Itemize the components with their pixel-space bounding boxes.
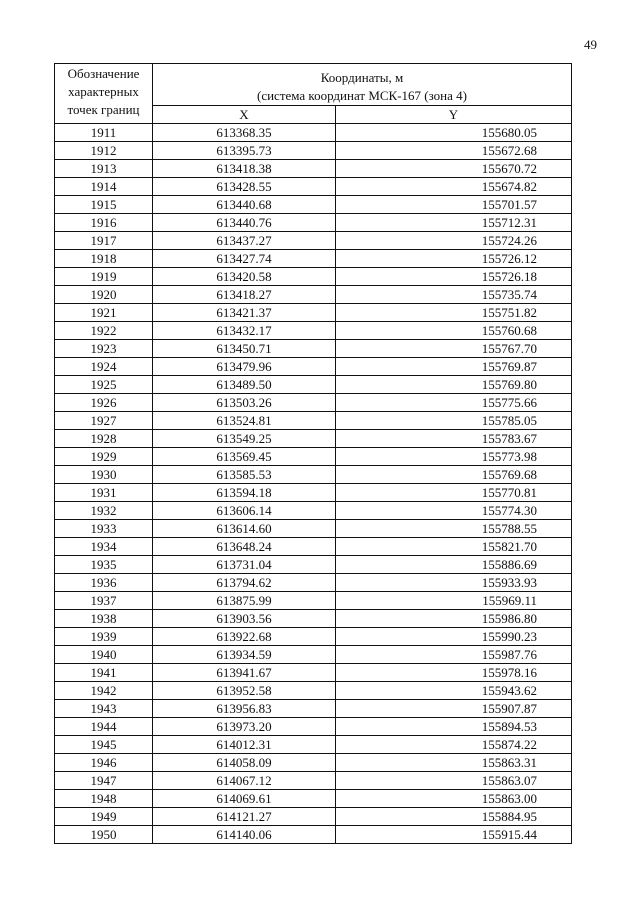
- y-coordinate-cell: 155933.93: [336, 574, 572, 592]
- table-row: [55, 268, 572, 286]
- y-coordinate-cell: 155735.74: [336, 286, 572, 304]
- table-row: [55, 718, 572, 736]
- x-coordinate-cell: 613503.26: [153, 394, 336, 412]
- y-coordinate-cell: 155770.81: [336, 484, 572, 502]
- x-coordinate-cell: 613614.60: [153, 520, 336, 538]
- table-row: [55, 160, 572, 178]
- point-id-cell: 1944: [55, 718, 153, 736]
- coordinates-table: [54, 63, 572, 844]
- x-coordinate-cell: 613450.71: [153, 340, 336, 358]
- y-coordinate-cell: 155886.69: [336, 556, 572, 574]
- table-row: [55, 754, 572, 772]
- y-coordinate-cell: 155821.70: [336, 538, 572, 556]
- x-coordinate-cell: 613427.74: [153, 250, 336, 268]
- y-coordinate-cell: 155788.55: [336, 520, 572, 538]
- y-coordinate-cell: 155884.95: [336, 808, 572, 826]
- table-header-row: [55, 64, 572, 106]
- table-row: [55, 574, 572, 592]
- x-coordinate-cell: 613569.45: [153, 448, 336, 466]
- point-id-cell: 1943: [55, 700, 153, 718]
- y-coordinate-cell: 155769.68: [336, 466, 572, 484]
- x-coordinate-cell: 613731.04: [153, 556, 336, 574]
- y-coordinate-cell: 155907.87: [336, 700, 572, 718]
- table-row: [55, 628, 572, 646]
- x-coordinate-cell: 613648.24: [153, 538, 336, 556]
- y-coordinate-cell: 155783.67: [336, 430, 572, 448]
- table-row: [55, 178, 572, 196]
- x-coordinate-cell: 614121.27: [153, 808, 336, 826]
- point-id-cell: 1935: [55, 556, 153, 574]
- y-coordinate-cell: 155987.76: [336, 646, 572, 664]
- table-row: [55, 124, 572, 142]
- table-row: [55, 448, 572, 466]
- x-coordinate-cell: 613594.18: [153, 484, 336, 502]
- point-id-cell: 1926: [55, 394, 153, 412]
- x-coordinate-cell: 613973.20: [153, 718, 336, 736]
- coordinates-header: [153, 64, 572, 106]
- y-column-header: Y: [336, 106, 572, 124]
- table-row: [55, 826, 572, 844]
- point-id-cell: 1939: [55, 628, 153, 646]
- point-id-cell: 1938: [55, 610, 153, 628]
- page-number: 49: [584, 37, 597, 52]
- x-coordinate-cell: 613368.35: [153, 124, 336, 142]
- point-id-cell: 1915: [55, 196, 153, 214]
- table-row: [55, 286, 572, 304]
- x-coordinate-cell: 613524.81: [153, 412, 336, 430]
- table-row: [55, 700, 572, 718]
- y-coordinate-cell: 155680.05: [336, 124, 572, 142]
- x-coordinate-cell: 613440.68: [153, 196, 336, 214]
- point-id-cell: 1936: [55, 574, 153, 592]
- x-coordinate-cell: 613421.37: [153, 304, 336, 322]
- x-coordinate-cell: 613479.96: [153, 358, 336, 376]
- x-coordinate-cell: 613934.59: [153, 646, 336, 664]
- y-coordinate-cell: 155774.30: [336, 502, 572, 520]
- y-coordinate-cell: 155894.53: [336, 718, 572, 736]
- point-id-cell: 1941: [55, 664, 153, 682]
- point-id-cell: 1918: [55, 250, 153, 268]
- coordinate-system: (система координат МСК-167 (зона 4): [257, 88, 467, 103]
- point-label-header: [55, 64, 153, 124]
- x-coordinate-cell: 613952.58: [153, 682, 336, 700]
- x-column-header: X: [153, 106, 336, 124]
- y-coordinate-cell: 155769.87: [336, 358, 572, 376]
- table-row: [55, 538, 572, 556]
- point-label-line: Обозначение: [67, 66, 140, 81]
- point-id-cell: 1912: [55, 142, 153, 160]
- table-row: [55, 250, 572, 268]
- point-id-cell: 1916: [55, 214, 153, 232]
- table-body: [55, 124, 572, 844]
- point-id-cell: 1950: [55, 826, 153, 844]
- point-id-cell: 1933: [55, 520, 153, 538]
- x-coordinate-cell: 613418.38: [153, 160, 336, 178]
- table-row: [55, 502, 572, 520]
- y-coordinate-cell: 155863.00: [336, 790, 572, 808]
- point-id-cell: 1923: [55, 340, 153, 358]
- table-row: [55, 232, 572, 250]
- point-id-cell: 1922: [55, 322, 153, 340]
- x-coordinate-cell: 613606.14: [153, 502, 336, 520]
- x-coordinate-cell: 613489.50: [153, 376, 336, 394]
- x-coordinate-cell: 614058.09: [153, 754, 336, 772]
- y-coordinate-cell: 155943.62: [336, 682, 572, 700]
- y-coordinate-cell: 155672.68: [336, 142, 572, 160]
- table-row: [55, 304, 572, 322]
- y-coordinate-cell: 155767.70: [336, 340, 572, 358]
- x-coordinate-cell: 613875.99: [153, 592, 336, 610]
- y-coordinate-cell: 155670.72: [336, 160, 572, 178]
- point-id-cell: 1920: [55, 286, 153, 304]
- point-id-cell: 1913: [55, 160, 153, 178]
- y-coordinate-cell: 155785.05: [336, 412, 572, 430]
- y-coordinate-cell: 155726.18: [336, 268, 572, 286]
- table-row: [55, 214, 572, 232]
- y-coordinate-cell: 155701.57: [336, 196, 572, 214]
- table-row: [55, 772, 572, 790]
- y-coordinate-cell: 155773.98: [336, 448, 572, 466]
- y-coordinate-cell: 155986.80: [336, 610, 572, 628]
- y-coordinate-cell: 155990.23: [336, 628, 572, 646]
- x-coordinate-cell: 613585.53: [153, 466, 336, 484]
- x-coordinate-cell: 614067.12: [153, 772, 336, 790]
- x-coordinate-cell: 613903.56: [153, 610, 336, 628]
- table-row: [55, 646, 572, 664]
- x-coordinate-cell: 613418.27: [153, 286, 336, 304]
- point-id-cell: 1921: [55, 304, 153, 322]
- x-coordinate-cell: 613420.58: [153, 268, 336, 286]
- y-coordinate-cell: 155674.82: [336, 178, 572, 196]
- x-coordinate-cell: 613922.68: [153, 628, 336, 646]
- x-coordinate-cell: 614012.31: [153, 736, 336, 754]
- x-coordinate-cell: 613437.27: [153, 232, 336, 250]
- x-coordinate-cell: 613395.73: [153, 142, 336, 160]
- x-coordinate-cell: 613956.83: [153, 700, 336, 718]
- table-row: [55, 196, 572, 214]
- table-row: [55, 736, 572, 754]
- table-row: [55, 358, 572, 376]
- x-coordinate-cell: 613941.67: [153, 664, 336, 682]
- table-row: [55, 376, 572, 394]
- point-id-cell: 1940: [55, 646, 153, 664]
- point-id-cell: 1917: [55, 232, 153, 250]
- point-label-line: точек границ: [67, 102, 140, 117]
- point-id-cell: 1930: [55, 466, 153, 484]
- table-row: [55, 430, 572, 448]
- y-coordinate-cell: 155863.31: [336, 754, 572, 772]
- x-coordinate-cell: 613428.55: [153, 178, 336, 196]
- point-label-line: характерных: [68, 84, 139, 99]
- point-id-cell: 1934: [55, 538, 153, 556]
- table-row: [55, 484, 572, 502]
- point-id-cell: 1946: [55, 754, 153, 772]
- point-id-cell: 1942: [55, 682, 153, 700]
- y-coordinate-cell: 155969.11: [336, 592, 572, 610]
- point-id-cell: 1929: [55, 448, 153, 466]
- table-row: [55, 610, 572, 628]
- table-row: [55, 340, 572, 358]
- y-coordinate-cell: 155751.82: [336, 304, 572, 322]
- point-id-cell: 1928: [55, 430, 153, 448]
- table-row: [55, 682, 572, 700]
- table-row: [55, 808, 572, 826]
- table-row: [55, 556, 572, 574]
- x-coordinate-cell: 613440.76: [153, 214, 336, 232]
- table-row: [55, 790, 572, 808]
- table-row: [55, 520, 572, 538]
- y-coordinate-cell: 155726.12: [336, 250, 572, 268]
- x-coordinate-cell: 614140.06: [153, 826, 336, 844]
- table-row: [55, 466, 572, 484]
- point-id-cell: 1945: [55, 736, 153, 754]
- table-row: [55, 592, 572, 610]
- table-row: [55, 322, 572, 340]
- point-id-cell: 1919: [55, 268, 153, 286]
- y-coordinate-cell: 155978.16: [336, 664, 572, 682]
- point-id-cell: 1927: [55, 412, 153, 430]
- point-id-cell: 1948: [55, 790, 153, 808]
- y-coordinate-cell: 155863.07: [336, 772, 572, 790]
- y-coordinate-cell: 155775.66: [336, 394, 572, 412]
- x-coordinate-cell: 613794.62: [153, 574, 336, 592]
- point-id-cell: 1925: [55, 376, 153, 394]
- point-id-cell: 1947: [55, 772, 153, 790]
- table-row: [55, 412, 572, 430]
- y-coordinate-cell: 155712.31: [336, 214, 572, 232]
- point-id-cell: 1949: [55, 808, 153, 826]
- y-coordinate-cell: 155769.80: [336, 376, 572, 394]
- table-row: [55, 142, 572, 160]
- x-coordinate-cell: 613549.25: [153, 430, 336, 448]
- point-id-cell: 1924: [55, 358, 153, 376]
- point-id-cell: 1931: [55, 484, 153, 502]
- table-row: [55, 664, 572, 682]
- point-id-cell: 1911: [55, 124, 153, 142]
- y-coordinate-cell: 155874.22: [336, 736, 572, 754]
- x-coordinate-cell: 614069.61: [153, 790, 336, 808]
- point-id-cell: 1932: [55, 502, 153, 520]
- x-coordinate-cell: 613432.17: [153, 322, 336, 340]
- point-id-cell: 1937: [55, 592, 153, 610]
- table-row: [55, 394, 572, 412]
- y-coordinate-cell: 155724.26: [336, 232, 572, 250]
- y-coordinate-cell: 155760.68: [336, 322, 572, 340]
- y-coordinate-cell: 155915.44: [336, 826, 572, 844]
- coordinates-title: Координаты, м: [320, 70, 404, 85]
- point-id-cell: 1914: [55, 178, 153, 196]
